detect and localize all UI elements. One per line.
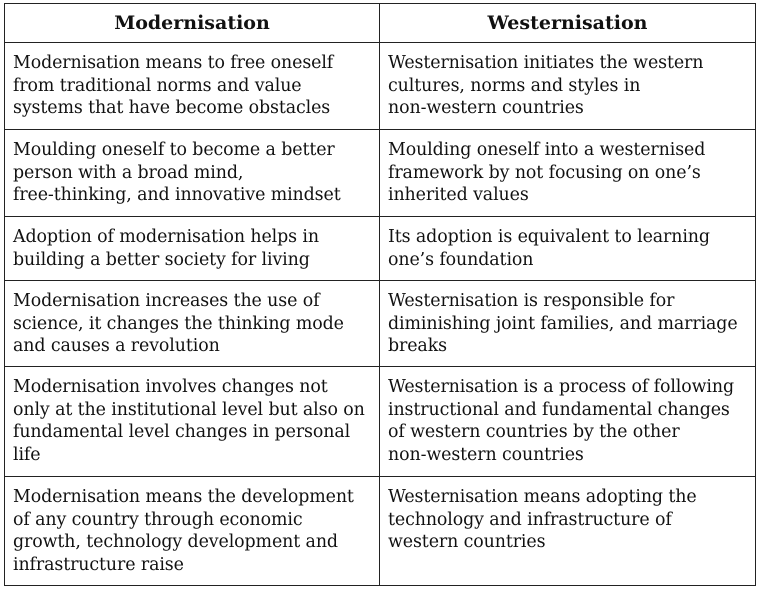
cell-text: Westernisation is a process of following instructional and fundamental changes of western countries by the other non-western countries — [388, 377, 735, 465]
cell-text: Modernisation increases the use of science, it changes the thinking mode and causes a revolution — [13, 291, 344, 356]
header-westernisation: Westernisation — [380, 4, 756, 43]
cell-text: Modernisation means to free oneself from traditional norms and value systems that have become obstacles — [13, 53, 334, 118]
cell-text: Modernisation involves changes not only at the institutional level but also on fundamental level changes in personal life — [13, 377, 365, 465]
comparison-table — [4, 3, 756, 586]
cell-text: Westernisation means adopting the technology and infrastructure of western countries — [388, 487, 697, 552]
modernisation-cell — [5, 130, 380, 217]
modernisation-cell — [5, 43, 380, 130]
header-row — [5, 4, 756, 43]
westernisation-cell — [380, 367, 756, 477]
table-row — [5, 43, 756, 130]
cell-text: Moulding oneself into a westernised framework by not focusing on one’s inherited values — [388, 140, 706, 205]
cell-text: Its adoption is equivalent to learning one’s foundation — [388, 227, 710, 270]
modernisation-cell — [5, 477, 380, 586]
cell-text: Westernisation initiates the western cultures, norms and styles in non-western countries — [388, 53, 704, 118]
table-row — [5, 477, 756, 586]
westernisation-cell — [380, 477, 756, 586]
westernisation-cell — [380, 281, 756, 367]
modernisation-cell — [5, 217, 380, 281]
table-row — [5, 130, 756, 217]
cell-text: Westernisation is responsible for diminishing joint families, and marriage breaks — [388, 291, 738, 356]
cell-text: Adoption of modernisation helps in building a better society for living — [13, 227, 319, 270]
westernisation-cell — [380, 130, 756, 217]
header-modernisation: Modernisation — [5, 4, 380, 43]
modernisation-cell — [5, 281, 380, 367]
cell-text: Moulding oneself to become a better person with a broad mind, free-thinking, and innovative mindset — [13, 140, 341, 205]
table-row — [5, 281, 756, 367]
westernisation-cell — [380, 43, 756, 130]
westernisation-cell — [380, 217, 756, 281]
table-row — [5, 217, 756, 281]
table-row — [5, 367, 756, 477]
cell-text: Modernisation means the development of any country through economic growth, technology development and infrastructure raise — [13, 487, 354, 575]
modernisation-cell — [5, 367, 380, 477]
